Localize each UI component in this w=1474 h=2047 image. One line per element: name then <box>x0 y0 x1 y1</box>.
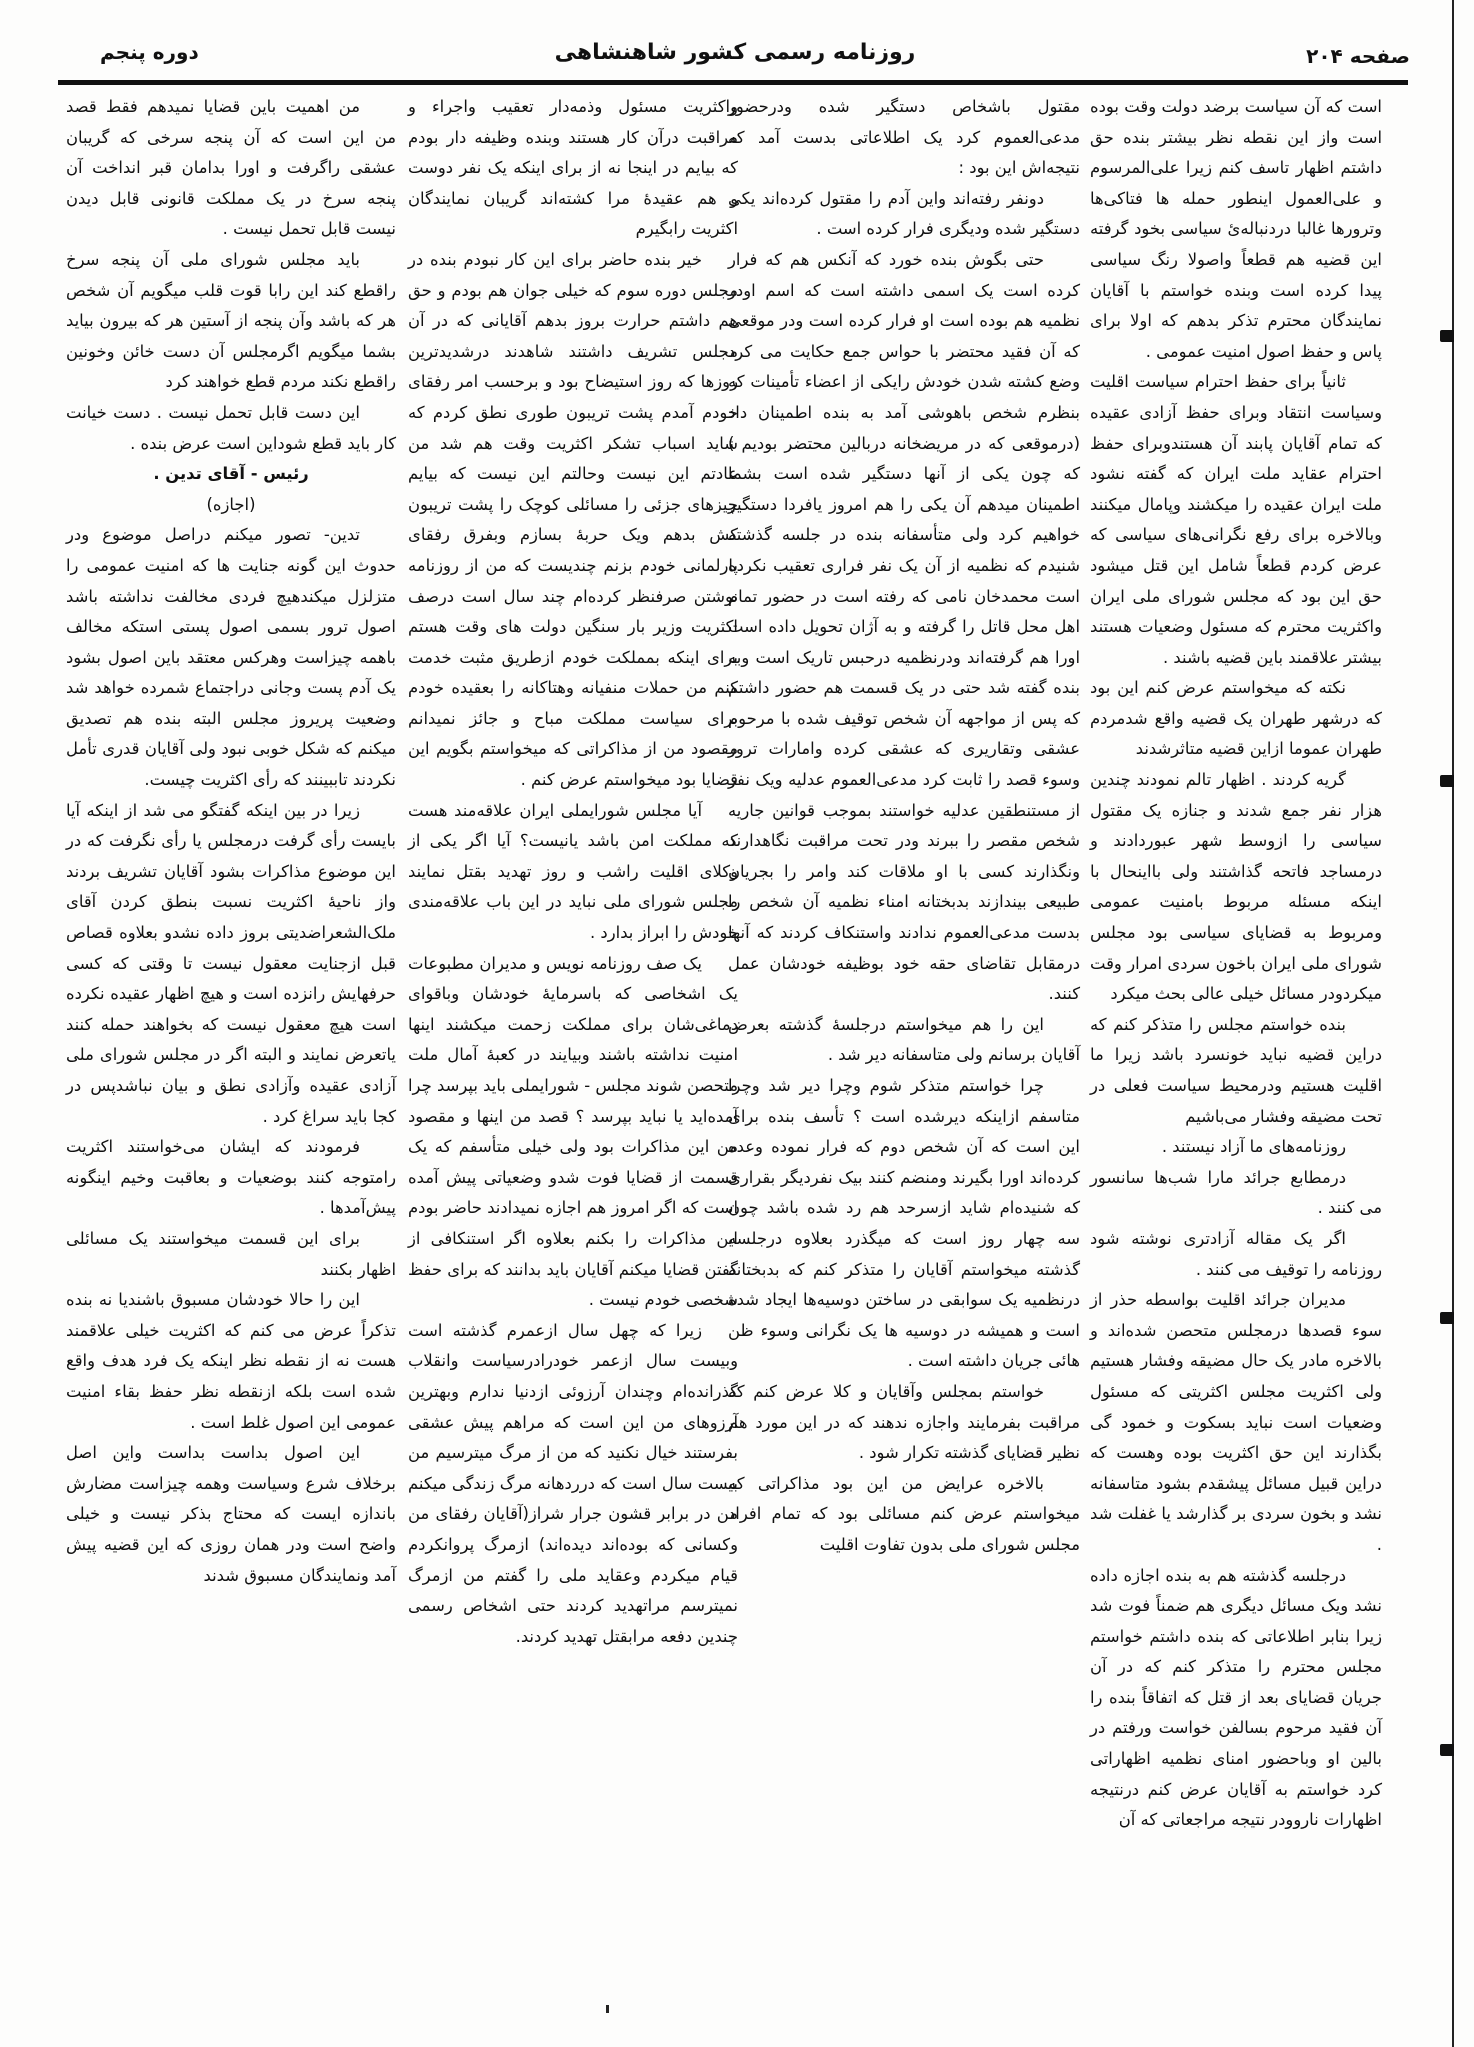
binding-tab <box>1440 330 1454 342</box>
paragraph: فرمودند که ایشان می‌خواستند اکثریت رامتوجه کنند بوضعیات و بعاقبت وخیم اینگونه پیش‌آمدها . <box>66 1137 396 1218</box>
page-header <box>60 38 1410 78</box>
paragraph: آیا مجلس شورایملی ایران علاقه‌مند هست که مملکت امن باشد یانیست؟ آیا اگر یکی از وکلای اقلیت راشب و روز تهدید بقتل نمایند مجلس شورای ملی نباید در این باب علاقه‌مندی خودش را ابراز بدارد . <box>408 800 738 943</box>
paragraph: واکثریت مسئول وذمه‌دار تعقیب واجراء و مراقبت درآن کار هستند وبنده وظیفه دار بودم که بیایم در اینجا نه از برای اینکه یک نفر دوست و هم عقیدهٔ مرا کشته‌اند گریبان نمایندگان اکثریت رابگیرم <box>408 97 738 239</box>
print-mark <box>606 2005 609 2013</box>
paragraph: گریه کردند . اظهار تالم نمودند چندین هزار نفر جمع شدند و جنازه یک مقتول سیاسی را ازوسط شهر عبوردادند و درمساجد فاتحه گذاشتند ولی بااینحال با اینکه مسئله مربوط بامنیت عمومی ومربوط به قضایای سیاسی بود مجلس شورای ملی ایران باخون سردی امرار وقت میکردودر مسائل خیلی عالی بحث میکرد <box>1090 770 1382 1004</box>
speaker-heading: رئیس - آقای تدین . <box>153 464 309 484</box>
permission-note: (اجازه) <box>206 494 256 514</box>
paragraph: روزنامه‌های ما آزاد نیستند . <box>1161 1137 1346 1157</box>
paragraph: حتی بگوش بنده خورد که آنکس هم که فرار کرده است یک اسمی داشته است که اسم اودر نظمیه هم بوده است او فرار کرده است ودر موقعی که آن فقید محتضر با حواس جمع حکایت می کرد وضع کشته شدن خودش رایکی از اعضاء تأمینات که بنظرم شخص باهوشی آمد به بنده اطمینان داد (درموقعی که در مریضخانه دربالین محتضر بودیم ) که چون یکی از آنها دستگیر شده است بشما اطمینان میدهم آن یکی را هم امروز یافردا دستگیر خواهیم کرد ولی متأسفانه بنده در جلسه گذشته شنیدم که نظمیه از آن یک نفر فراری تعقیب نکرده است محمدخان نامی که رفته است در حضور تمام اهل محل قاتل را گرفته و به آژان تحویل داده است اورا هم گرفته‌اند ودرنظمیه درحبس تاریک است وبه بنده گفته شد حتی در یک قسمت هم حضور داشتم که پس از مواجهه آن شخص توقیف شده با مرحوم عشقی وتقاریری که عشقی کرده وامارات ترور وسوء قصد را ثابت کرد مدعی‌العموم عدلیه ویک نفر از مستنطقین عدلیه خواستند بموجب قوانین جاریه شخص مقصر را ببرند ودر تحت مراقبت نگاهدارند ونگذارند کسی با او ملاقات کند وامر را بجریان طبیعی بیندازند بدبختانه امناء نظمیه آن شخص را بدست مدعی‌العموم ندادند واستنکاف کردند که آنها درمقابل تقاضای حقه خود بوظیفه خودشان عمل کنند. <box>728 249 1080 1004</box>
paragraph: زیرا که چهل سال ازعمرم گذشته است وبیست سال ازعمر خودرادرسیاست وانقلاب گذرانده‌ام وچندان آرزوئی ازدنیا ندارم وبهترین آرزوهای من این است که مراهم پیش عشقی بفرستند خیال نکنید که من از مرگ میترسیم من بیست سال است که درردهانه مرگ زندگی میکنم من در برابر قشون جرار شراز(آقایان رفقای من وکسانی که بوده‌اند دیده‌اند) ازمرگ پروانکردم قیام میکردم وعقاید ملی را گفتم من ازمرگ نمیترسم مراتهدید کردند حتی اشخاص رسمی چندین دفعه مرابقتل تهدید کردند. <box>408 1320 738 1646</box>
paragraph: چرا خواستم متذکر شوم وچرا دیر شد وچرا متاسفم ازاینکه دیرشده است ؟ تأسف بنده برای این است که آن شخص دوم که فرار نموده وعده کرده‌اند اورا بگیرند ومنضم کنند بیک نفردیگر بقراری که شنیده‌ام شاید ازسرحد هم رد شده باشد چون سه چهار روز است که میگذرد بعلاوه درجلسه گذشته میخواستم آقایان را متذکر کنم که بدبختانه درنظمیه یک سوابقی در ساختن دوسیه‌ها ایجاد شده است و همیشه در دوسیه ها یک نگرانی وسوء ظن هائی جریان داشته است . <box>728 1076 1080 1371</box>
publication-title: روزنامه رسمی کشور شاهنشاهی <box>554 40 916 65</box>
paragraph: ثانیاً برای حفظ احترام سیاست اقلیت وسیاست انتقاد وبرای حفظ آزادی عقیده که تمام آقایان پابند آن هستندوبرای حفظ احترام عقاید ملت ایران که گفته نشود ملت ایران عقیده را میکشند وپامال میکنند وبالاخره برای رفع نگرانی‌های سیاسی که عرض کردم قطعاً شامل این قتل میشود حق این بود که مجلس شورای ملی ایران واکثریت محترم که مسئول وضعیات هستند بیشتر علاقمند باین قضیه باشند . <box>1090 372 1382 667</box>
paragraph: تدین- تصور میکنم دراصل موضوع ودر حدوث این گونه جنایت ها که امنیت عمومی را متزلزل میکندهیچ فردی مخالفت نداشته باشد اصول ترور بسمی اصول پستی استکه مخالف باهمه چیزاست وهرکس معتقد باین اصول بشود یک آدم پست وجانی دراجتماع شمرده خواهد شد وضعیت پریروز مجلس البته بنده هم تصدیق میکنم که شکل خوبی نبود ولی آقایان قدری تأمل نکردند تاببینند که رأی اکثریت چیست. <box>66 525 396 790</box>
binding-tab <box>1440 1312 1454 1324</box>
paragraph: مقتول باشخاص دستگیر شده ودرحضور مدعی‌العموم کرد یک اطلاعاتی بدست آمد که نتیجه‌اش این بود : <box>728 97 1080 178</box>
paragraph: دونفر رفته‌اند واین آدم را مقتول کرده‌اند یکی دستگیر شده ودیگری فرار کرده است . <box>728 188 1080 239</box>
paragraph: این را هم میخواستم درجلسهٔ گذشته بعرض آقایان برسانم ولی متاسفانه دیر شد . <box>728 1014 1080 1065</box>
paragraph: باید مجلس شورای ملی آن پنجه سرخ راقطع کند این رابا قوت قلب میگویم آن شخص هر که باشد وآن پنجه از آستین هر که بیرون بیاید بشما میگویم اگرمجلس آن دست خائن وخونین راقطع نکند مردم قطع خواهند کرد <box>66 249 396 392</box>
paragraph: نکته که میخواستم عرض کنم این بود که درشهر طهران یک قضیه واقع شدمردم طهران عموما ازاین قضیه متاثرشدند <box>1090 678 1382 759</box>
paragraph: است که آن سیاست برضد دولت وقت بوده است واز این نقطه نظر بیشتر بنده حق داشتم اظهار تاسف کنم زیرا علی‌المرسوم و علی‌العمول اینطور حمله ها فتاکی‌ها وترورها غالبا دردنباله‌ئ سیاسی بخود گرفته این قضیه هم قطعاً واصولا رنگ سیاسی پیدا کرده است وبنده خواستم با آقایان نمایندگان محترم تذکر بدهم که اولا برای پاس و حفظ اصول امنیت عمومی . <box>1090 97 1382 361</box>
paragraph: این اصول بداست بداست واین اصل برخلاف شرع وسیاست وهمه چیزاست مضارش باندازه ایست که محتاج بذکر نیست و خیلی واضح است ودر همان روزی که این قضیه پیش آمد ونمایندگان مسبوق شدند <box>66 1443 396 1585</box>
paragraph: برای این قسمت میخواستند یک مسائلی اظهار بکنند <box>66 1228 396 1279</box>
paragraph: بنده خواستم مجلس را متذکر کنم که دراین قضیه نباید خونسرد باشد زیرا ما اقلیت هستیم ودرمحیط سیاست فعلی در تحت مضیقه وفشار می‌باشیم <box>1090 1014 1382 1126</box>
paragraph: این را حالا خودشان مسبوق باشندیا نه بنده تذکراً عرض می کنم که اکثریت خیلی علاقمند هست نه از نقطه نظر اینکه یک فرد هدف واقع شده است بلکه ازنقطه نظر حفظ بقاء امنیت عمومی این اصول غلط است . <box>66 1290 396 1432</box>
paragraph: درمطابع جرائد مارا شب‌ها سانسور می کنند . <box>1090 1167 1382 1218</box>
paragraph: یک صف روزنامه نویس و مدیران مطبوعات یک اشخاصی که باسرمایهٔ خودشان وباقوای دماغی‌شان برای مملکت زحمت میکشند اینها امنیت نداشته باشند وبیایند در کعبهٔ آمال ملت متحصن شوند مجلس - شورایملی باید بپرسد چرا آمده‌اید یا نباید بپرسد ؟ قصد من اینها و مقصود من این مذاکرات بود ولی خیلی متأسفم که یک قسمت از قضایا فوت شدو وضعیاتی پیش آمده است که اگر امروز هم اجازه نمیدادند حاضر بودم این مذاکرات را بکنم بعلاوه اگر استنکافی از گفتن قضایا میکنم آقایان باید بدانند که برای حفظ شخصی خودم نیست . <box>408 953 738 1310</box>
column-3 <box>408 92 738 1652</box>
paragraph: درجلسه گذشته هم به بنده اجازه داده نشد ویک مسائل دیگری هم ضمناً فوت شد زیرا بنابر اطلاعاتی که بنده داشتم خواستم مجلس محترم را متذکر کنم که در آن جریان قضایای بعد از قتل که اتفاقاً بنده را آن فقید مرحوم بسالفن خواست ورفتم در بالین او وباحضور امنای نظمیه اظهاراتی کرد خواستم به آقایان عرض کنم درنتیجه اظهارات ناروودر نتیجه مراجعاتی که آن <box>1090 1565 1382 1830</box>
paragraph: خواستم بمجلس وآقایان و کلا عرض کنم که مراقبت بفرمایند واجازه ندهند که در این مورد هم نظیر قضایای گذشته تکرار شود . <box>728 1381 1080 1463</box>
paragraph: اگر یک مقاله آزادتری نوشته شود روزنامه را توقیف می کنند . <box>1090 1228 1382 1279</box>
paragraph: من اهمیت باین قضایا نمیدهم فقط قصد من این است که آن پنجه سرخی که گریبان عشقی راگرفت و اورا بدامان قبر انداخت آن پنجه سرخ در یک مملکت قانونی قابل دیدن نیست قابل تحمل نیست . <box>66 97 396 239</box>
column-2 <box>728 92 1080 1561</box>
paragraph: مدیران جرائد اقلیت بواسطه حذر از سوء قصدها درمجلس متحصن شده‌اند و بالاخره مادر یک حال مضیقه وفشار هستیم ولی اکثریت مجلس اکثریتی که مسئول وضعیات است نباید بسکوت و خمود گی بگذارند این حق اکثریت بوده وهست که دراین قبیل مسائل پیشقدم بشود متاسفانه نشد و بخون سردی بر گذارشد یا غفلت شد . <box>1090 1290 1382 1554</box>
paragraph: بالاخره عرایض من این بود مذاکراتی که میخواستم عرض کنم مسائلی بود که تمام افراد مجلس شورای ملی بدون تفاوت اقلیت <box>728 1473 1080 1554</box>
column-4 <box>66 92 396 1591</box>
paragraph: این دست قابل تحمل نیست . دست خیانت کار باید قطع شوداین است عرض بنده . <box>66 402 396 453</box>
page-border-line <box>1452 0 1454 2047</box>
header-rule <box>58 80 1408 85</box>
page-number: صفحه ۲۰۴ <box>1306 44 1410 68</box>
binding-tab <box>1440 775 1454 787</box>
paragraph: خیر بنده حاضر برای این کار نبودم بنده در مجلس دوره سوم که خیلی جوان هم بودم و حق هم داشتم حرارت بروز بدهم آقایانی که در آن مجلس تشریف داشتند شاهدند درشدیدترین روزها که روز استیضاح بود و برحسب امر رفقای خودم آمدم پشت تریبون طوری نطق کردم که شاید اسباب تشکر اکثریت وقت هم شد من عادتم این نیست وحالتم این نیست که بیایم چیزهای جزئی را مسائلی کوچک را پشت تریبون کش بدهم ویک حربهٔ بسازم وبفرق رفقای پارلمانی خودم بزنم چندیست که من از روزنامه نوشتن صرفنظر کرده‌ام چند سال است درصف اکثریت وزیر بار سنگین دولت های وقت هستم برای اینکه بمملکت خودم ازطریق مثبت خدمت کنم من حملات منفیانه وهتاکانه را بعقیده خودم برای سیاست مملکت مباح و جائز نمیدانم مقصود من از مذاکراتی که میخواستم بگویم این قضایا بود میخواستم عرض کنم . <box>408 249 738 790</box>
paragraph: زیرا در بین اینکه گفتگو می شد از اینکه آیا بایست رأی گرفت درمجلس یا رأی نگرفت که در این موضوع مذاکرات بشود آقایان تشریف بردند واز ناحیهٔ اکثریت نسبت بنطق کردن آقای ملک‌الشعراضدیتی بروز داده نشدو بعلاوه قصاص قبل ازجنایت معقول نیست تا وقتی که کسی حرفهایش رانزده است و هیچ اظهار عقیده نکرده است هیچ معقول نیست که بخواهند حمله کنند یاتعرض نمایند و البته اگر در مجلس شورای ملی آزادی عقیده وآزادی نطق و بیان نباشدپس در کجا باید سراغ کرد . <box>66 800 396 1126</box>
binding-tab <box>1440 1744 1454 1756</box>
column-1 <box>1090 92 1382 1836</box>
session-label: دوره پنجم <box>100 40 199 64</box>
